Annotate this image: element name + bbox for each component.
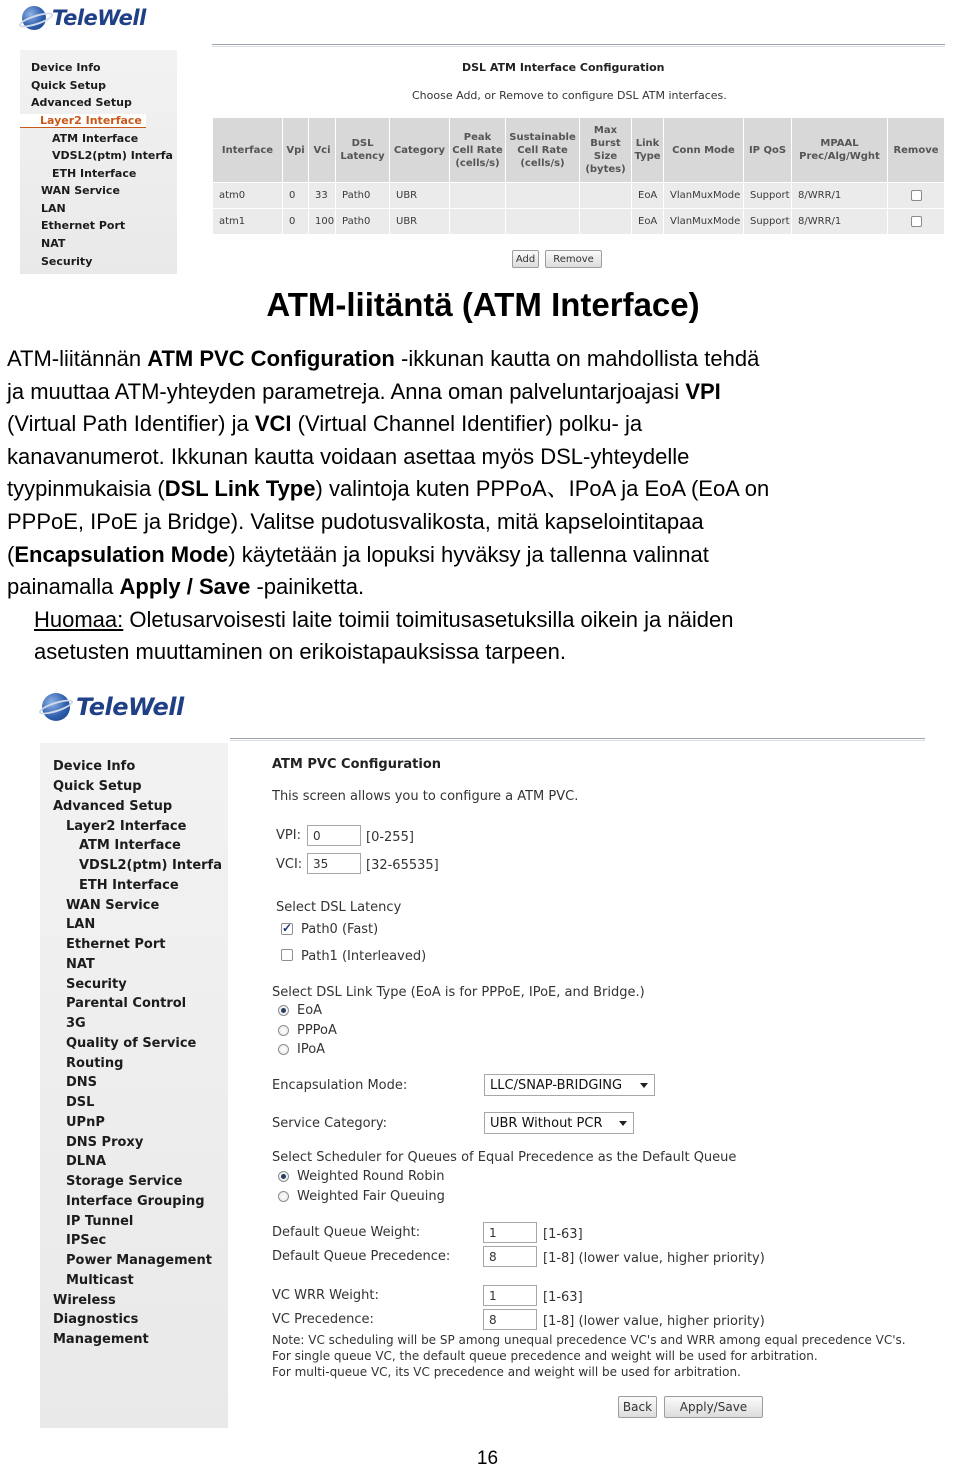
text-run: ( [7, 541, 15, 567]
sidebar-item-ethernet-port[interactable]: Ethernet Port [66, 937, 166, 952]
cell-conn-mode: VlanMuxMode [664, 209, 744, 235]
eoa-label: EoA [297, 1003, 323, 1018]
cell-peak-cell-rate [450, 209, 506, 235]
para-line [7, 408, 957, 441]
col-link-type: Link Type [632, 118, 664, 183]
sidebar-item-parental-control[interactable]: Parental Control [66, 996, 187, 1011]
encapsulation-value: LLC/SNAP-BRIDGING [490, 1077, 623, 1093]
col-vci: Vci [309, 118, 336, 183]
path1-checkbox[interactable] [281, 949, 293, 961]
cell-dsl-latency: Path0 [336, 209, 390, 235]
text-run: (Virtual Path Identifier) ja [7, 411, 255, 437]
sidebar-item-nat[interactable]: NAT [41, 237, 66, 250]
default-queue-precedence-label: Default Queue Precedence: [272, 1249, 451, 1264]
remove-checkbox[interactable] [911, 216, 922, 227]
ipoa-radio[interactable] [278, 1044, 289, 1055]
sidebar-item-dsl[interactable]: DSL [66, 1095, 95, 1110]
sidebar-item-layer2-interface[interactable]: Layer2 Interface [66, 819, 187, 834]
default-queue-precedence-input[interactable]: 8 [483, 1246, 537, 1267]
para-line: PPPoE, IPoE ja Bridge). Valitse pudotusvalikosta, mitä kapselointitapaa [7, 508, 704, 534]
col-category: Category [390, 118, 450, 183]
form-subtitle: This screen allows you to configure a ATM PVC. [272, 789, 579, 804]
service-category-value: UBR Without PCR [490, 1115, 603, 1131]
sidebar-item-dns[interactable]: DNS [66, 1075, 98, 1090]
sidebar-item-device-info[interactable]: Device Info [53, 759, 136, 774]
sidebar-item-interface-grouping[interactable]: Interface Grouping [66, 1194, 205, 1209]
text-run: VPI [685, 378, 721, 404]
sidebar [20, 50, 177, 274]
link-type-title: Select DSL Link Type (EoA is for PPPoE, IPoE, and Bridge.) [272, 985, 645, 1000]
wrr-label: Weighted Round Robin [297, 1169, 445, 1184]
cell-sustainable-cell-rate [506, 183, 580, 209]
para-line [7, 376, 957, 409]
page-subtitle: Choose Add, or Remove to configure DSL ATM interfaces. [412, 89, 727, 102]
sidebar-item-management[interactable]: Management [53, 1332, 149, 1347]
sidebar-item-lan[interactable]: LAN [66, 917, 96, 932]
col-sustainable-cell-rate: Sustainable Cell Rate (cells/s) [506, 118, 580, 183]
wfq-label: Weighted Fair Queuing [297, 1189, 445, 1204]
sidebar-item-wireless[interactable]: Wireless [53, 1293, 116, 1308]
cell-mpaal: 8/WRR/1 [792, 209, 888, 235]
text-run: ) valintoja kuten PPPoA、IPoA ja EoA (EoA on [315, 476, 770, 502]
sidebar-item-advanced-setup[interactable]: Advanced Setup [53, 799, 173, 814]
wfq-radio[interactable] [278, 1191, 289, 1202]
cell-max-burst-size [580, 209, 632, 235]
sidebar-item-dlna[interactable]: DLNA [66, 1154, 107, 1169]
sidebar-item-ip-tunnel[interactable]: IP Tunnel [66, 1214, 134, 1229]
para-line [7, 571, 957, 604]
apply-save-button[interactable]: Apply/Save [664, 1396, 763, 1418]
scheduling-note: Note: VC scheduling will be SP among unequal precedence VC's and WRR among equal precedence VC's. [272, 1333, 906, 1347]
text-run: -ikkunan kautta on mahdollista tehdä [394, 346, 760, 371]
sidebar-item-vdsl2-interface[interactable]: VDSL2(ptm) Interfa [52, 149, 173, 162]
eoa-radio[interactable] [278, 1005, 289, 1016]
pppoa-label: PPPoA [297, 1023, 337, 1038]
sidebar-item-ipsec[interactable]: IPSec [66, 1233, 107, 1248]
scheduler-title: Select Scheduler for Queues of Equal Precedence as the Default Queue [272, 1150, 737, 1165]
atm-interface-table [212, 117, 945, 235]
vc-precedence-label: VC Precedence: [272, 1312, 374, 1327]
col-ip-qos: IP QoS [744, 118, 792, 183]
sidebar-item-upnp[interactable]: UPnP [66, 1115, 105, 1130]
brand-name: TeleWell [52, 6, 146, 30]
vc-wrr-weight-label: VC WRR Weight: [272, 1288, 379, 1303]
vc-wrr-weight-range: [1-63] [543, 1290, 583, 1305]
para-line [7, 604, 957, 637]
sidebar-item-atm-interface[interactable]: ATM Interface [79, 838, 181, 853]
page-number: 16 [476, 1448, 499, 1468]
sidebar-item-device-info[interactable]: Device Info [31, 61, 101, 74]
vpi-label: VPI: [276, 828, 301, 843]
text-run: ATM-liitännän [7, 346, 148, 371]
wrr-radio[interactable] [278, 1171, 289, 1182]
chevron-down-icon [640, 1083, 648, 1088]
cell-vpi: 0 [283, 183, 309, 209]
cell-link-type: EoA [632, 183, 664, 209]
header-divider [212, 44, 945, 45]
para-line: asetusten muuttaminen on erikoistapauksissa tarpeen. [34, 639, 566, 665]
sidebar-item-3g[interactable]: 3G [66, 1016, 86, 1031]
cell-peak-cell-rate [450, 183, 506, 209]
cell-interface: atm0 [213, 183, 283, 209]
ipoa-label: IPoA [297, 1042, 326, 1057]
note-label: Huomaa: [34, 606, 124, 632]
text-run: ATM PVC Configuration [147, 346, 395, 371]
col-remove: Remove [888, 118, 945, 183]
text-run: Encapsulation Mode [14, 541, 229, 567]
add-button[interactable]: Add [512, 250, 539, 268]
col-vpi: Vpi [283, 118, 309, 183]
sidebar-item-power-management[interactable]: Power Management [66, 1253, 212, 1268]
vpi-input[interactable]: 0 [307, 825, 361, 846]
latency-title: Select DSL Latency [276, 900, 402, 915]
default-queue-weight-input[interactable]: 1 [483, 1222, 537, 1243]
text-run: ja muuttaa ATM-yhteyden parametreja. Anna oman palveluntarjoajasi [7, 378, 686, 404]
vci-input[interactable]: 35 [307, 853, 361, 874]
text-run: -painiketta. [250, 574, 365, 600]
cell-category: UBR [390, 209, 450, 235]
chevron-down-icon [619, 1121, 627, 1126]
sidebar-item-diagnostics[interactable]: Diagnostics [53, 1312, 139, 1327]
default-queue-weight-label: Default Queue Weight: [272, 1225, 421, 1240]
col-mpaal: MPAAL Prec/Alg/Wght [792, 118, 888, 183]
sidebar-item-nat[interactable]: NAT [66, 957, 95, 972]
path0-checkbox[interactable] [281, 923, 293, 935]
sidebar-item-atm-interface[interactable]: ATM Interface [52, 132, 139, 145]
para-line [7, 343, 957, 376]
text-run: tyypinmukaisia ( [7, 476, 165, 502]
globe-icon [22, 6, 46, 30]
scheduling-note: For multi-queue VC, its VC precedence and weight will be used for arbitration. [272, 1365, 741, 1379]
body-paragraph [7, 343, 957, 669]
vci-range: [32-65535] [366, 858, 439, 873]
col-max-burst-size: Max Burst Size (bytes) [580, 118, 632, 183]
service-category-select[interactable] [484, 1112, 634, 1134]
path1-label: Path1 (Interleaved) [301, 949, 427, 964]
cell-conn-mode: VlanMuxMode [664, 183, 744, 209]
sidebar-item-security[interactable]: Security [41, 255, 93, 268]
sidebar-item-eth-interface[interactable]: ETH Interface [79, 878, 179, 893]
text-run: Apply / Save [119, 574, 251, 600]
text-run: (Virtual Channel Identifier) polku- ja [291, 411, 643, 437]
sidebar-item-dns-proxy[interactable]: DNS Proxy [66, 1135, 144, 1150]
header-divider [230, 738, 925, 739]
globe-icon [42, 693, 70, 721]
cell-max-burst-size [580, 183, 632, 209]
sidebar-item-layer2-interface[interactable]: Layer2 Interface [20, 114, 146, 128]
cell-remove [888, 183, 945, 209]
service-category-label: Service Category: [272, 1116, 387, 1131]
sidebar-item-routing[interactable]: Routing [66, 1056, 124, 1071]
back-button[interactable]: Back [618, 1396, 657, 1418]
text-run: Oletusarvoisesti laite toimii toimitusasetuksilla oikein ja näiden [123, 606, 734, 632]
sidebar-item-security[interactable]: Security [66, 977, 127, 992]
para-line [7, 473, 957, 506]
cell-sustainable-cell-rate [506, 209, 580, 235]
path0-label: Path0 (Fast) [301, 922, 379, 937]
pppoa-radio[interactable] [278, 1025, 289, 1036]
sidebar-item-quick-setup[interactable]: Quick Setup [31, 79, 106, 92]
default-queue-precedence-range: [1-8] (lower value, higher priority) [543, 1251, 765, 1266]
cell-vci: 33 [309, 183, 336, 209]
cell-vpi: 0 [283, 209, 309, 235]
form-title: ATM PVC Configuration [272, 757, 441, 772]
vci-label: VCI: [276, 857, 303, 872]
col-peak-cell-rate: Peak Cell Rate (cells/s) [450, 118, 506, 183]
sidebar-item-vdsl2-interface[interactable]: VDSL2(ptm) Interfa [79, 858, 222, 873]
col-dsl-latency: DSL Latency [336, 118, 390, 183]
page-title: DSL ATM Interface Configuration [462, 61, 665, 74]
sidebar-item-qos[interactable]: Quality of Service [66, 1036, 197, 1051]
cell-ip-qos: Support [744, 183, 792, 209]
text-run: VCI [254, 411, 292, 437]
vc-precedence-input[interactable]: 8 [483, 1309, 537, 1330]
sidebar-item-advanced-setup[interactable]: Advanced Setup [31, 96, 132, 109]
encap-label: Encapsulation Mode: [272, 1078, 408, 1093]
section-heading: ATM-liitäntä (ATM Interface) [266, 286, 700, 323]
table-header-row [213, 118, 945, 183]
vpi-range: [0-255] [366, 830, 414, 845]
sidebar-item-wan-service[interactable]: WAN Service [41, 184, 120, 197]
remove-checkbox[interactable] [911, 190, 922, 201]
default-queue-weight-range: [1-63] [543, 1227, 583, 1242]
sidebar-item-ethernet-port[interactable]: Ethernet Port [41, 219, 126, 232]
text-run: painamalla [7, 574, 120, 600]
remove-button[interactable]: Remove [545, 250, 602, 268]
table-row [213, 209, 945, 235]
sidebar-item-eth-interface[interactable]: ETH Interface [52, 167, 137, 180]
sidebar-item-wan-service[interactable]: WAN Service [66, 898, 160, 913]
para-line: kanavanumerot. Ikkunan kautta voidaan asettaa myös DSL-yhteydelle [7, 443, 690, 469]
para-line [7, 539, 957, 572]
telewell-logo [22, 6, 146, 30]
col-conn-mode: Conn Mode [664, 118, 744, 183]
cell-remove [888, 209, 945, 235]
sidebar-item-multicast[interactable]: Multicast [66, 1273, 134, 1288]
telewell-logo [42, 693, 184, 721]
sidebar-item-quick-setup[interactable]: Quick Setup [53, 779, 142, 794]
sidebar-item-lan[interactable]: LAN [41, 202, 66, 215]
vc-wrr-weight-input[interactable]: 1 [483, 1285, 537, 1306]
sidebar-item-storage-service[interactable]: Storage Service [66, 1174, 183, 1189]
cell-link-type: EoA [632, 209, 664, 235]
cell-vci: 100 [309, 209, 336, 235]
text-run: ) käytetään ja lopuksi hyväksy ja tallenna valinnat [228, 541, 709, 567]
col-interface: Interface [213, 118, 283, 183]
scheduling-note: For single queue VC, the default queue precedence and weight will be used for arbitration. [272, 1349, 818, 1363]
cell-ip-qos: Support [744, 209, 792, 235]
cell-category: UBR [390, 183, 450, 209]
table-row [213, 183, 945, 209]
cell-interface: atm1 [213, 209, 283, 235]
encapsulation-select[interactable] [484, 1074, 655, 1096]
vc-precedence-range: [1-8] (lower value, higher priority) [543, 1314, 765, 1329]
sidebar [40, 743, 228, 1428]
text-run: DSL Link Type [164, 476, 316, 502]
cell-mpaal: 8/WRR/1 [792, 183, 888, 209]
cell-dsl-latency: Path0 [336, 183, 390, 209]
brand-name: TeleWell [76, 693, 184, 721]
